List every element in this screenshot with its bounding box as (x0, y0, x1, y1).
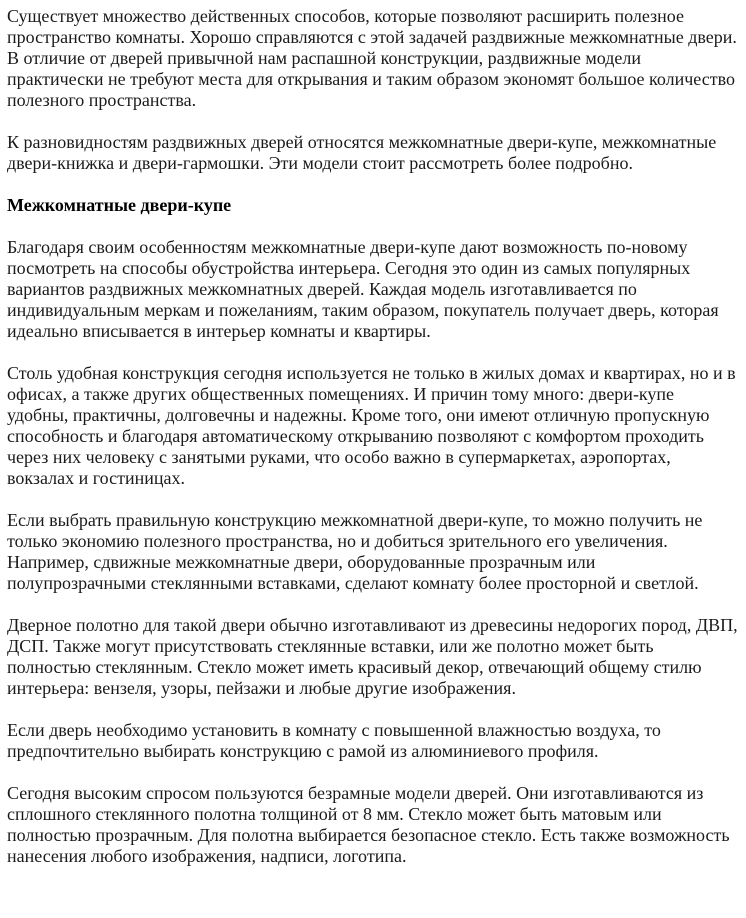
body-paragraph: Дверное полотно для такой двери обычно изготавливают из древесины недорогих пород, ДВП, ДСП. Также могут присутствовать стеклянные вставки, или же полотно может быть полностью стеклянным. Стекло может иметь красивый декор, отвечающий общему стилю интерьера: вензеля, узоры, пейзажи и любые другие изображения. (7, 615, 738, 698)
body-paragraph: Столь удобная конструкция сегодня используется не только в жилых домах и квартирах, но и в офисах, а также других общественных помещениях. И причин тому много: двери-купе удобны, практичны, долговечны и надежны. Кроме того, они имеют отличную пропускную способность и благодаря автоматическому открыванию позволяют с комфортом проходить через них человеку с занятыми руками, что особо важно в супермаркетах, аэропортах, вокзалах и гостиницах. (7, 363, 736, 488)
intro-paragraph: Существует множество действенных способов, которые позволяют расширить полезное пространство комнаты. Хорошо справляются с этой задачей раздвижные межкомнатные двери. В отличие от дверей привычной нам распашной конструкции, раздвижные модели практически не требуют места для открывания и таким образом экономят большое количество полезного пространства. (7, 6, 737, 110)
body-paragraph: Благодаря своим особенностям межкомнатные двери-купе дают возможность по-новому посмотреть на способы обустройства интерьера. Сегодня это один из самых популярных вариантов раздвижных межкомнатных дверей. Каждая модель изготавливается по индивидуальным меркам и пожеланиям, таким образом, покупатель получает дверь, которая идеально вписывается в интерьер комнаты и квартиры. (7, 237, 719, 341)
section-heading: Межкомнатные двери-купе (7, 195, 232, 215)
body-paragraph: Сегодня высоким спросом пользуются безрамные модели дверей. Они изготавливаются из сплошного стеклянного полотна толщиной от 8 мм. Стекло может быть матовым или полностью прозрачным. Для полотна выбирается безопасное стекло. Есть также возможность нанесения любого изображения, надписи, логотипа. (7, 783, 730, 866)
intro-paragraph: К разновидностям раздвижных дверей относятся межкомнатные двери-купе, межкомнатные двери-книжка и двери-гармошки. Эти модели стоит рассмотреть более подробно. (7, 132, 717, 173)
body-paragraph: Если дверь необходимо установить в комнату с повышенной влажностью воздуха, то предпочтительно выбирать конструкцию с рамой из алюминиевого профиля. (7, 720, 661, 761)
body-paragraph: Если выбрать правильную конструкцию межкомнатной двери-купе, то можно получить не только экономию полезного пространства, но и добиться зрительного его увеличения. Например, сдвижные межкомнатные двери, оборудованные прозрачным или полупрозрачными стеклянными вставками, сделают комнату более просторной и светлой. (7, 510, 703, 593)
